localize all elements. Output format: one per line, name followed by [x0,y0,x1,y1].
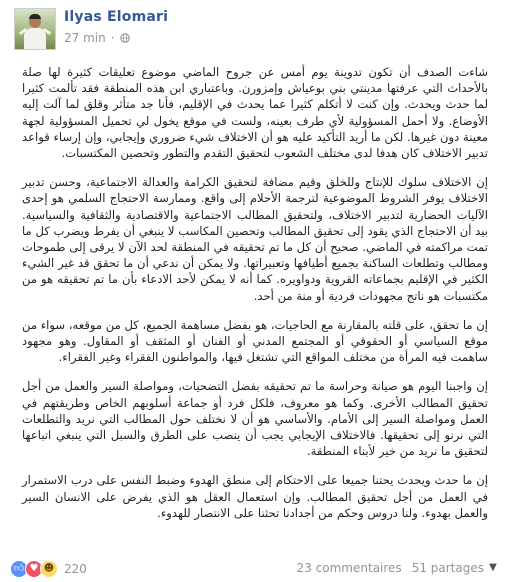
post-paragraph: شاءت الصدف أن تكون تدوينة يوم أمس عن جروح الماضي موضوع تعليقات كثيرة لها صلة بالأحداث التي عرفتها مدينتي بني بوعياش وإمزورن. وباعتباري ابن هذه المنطقة فقد تألمت كثيرا لما حدث ويحدث. وإن كنت لا أتكلم كثيرا عما يحدث في الإقليم، فأنا جد متأثر وقلق لما آلت إليه الأوضاع. ولا أحمل المسؤولية لأي طرف بعينه، ولست في موقع يخول لي تحميل المسؤولية لجهة معينة دون غيرها. لكن ما أريد التأكيد عليه هو أن الاختلاف شيء ضروري وإيجابي، وإن إرساء قواعد تدبير الاختلاف كان هدفا لدى مختلف الشعوب لتحقيق التقدم والتطور وتحصين المكتسبات. [22,65,488,161]
post-meta [64,31,130,45]
reaction-count[interactable]: 220 [64,562,87,576]
reactions-summary[interactable] [10,560,87,578]
post-footer [0,556,506,582]
shares-count[interactable]: 51 partages [411,561,484,575]
haha-icon: ☻ [40,560,58,578]
post-body [22,64,488,534]
post-paragraph: إن ما تحقق، على قلته بالمقارنة مع الحاجيات، هو بفضل مساهمة الجميع، كل من موقعه، سواء من موقع السياسي أو الحقوقي أو المجتمع المدني أو الفنان أو المثقف أو المقاول. وهو مجهود ساهمت فيه المرأة من مختلف المواقع التي تشتغل فيها، والمواطنون الفقراء وغير الفقراء. [22,317,488,365]
post-paragraph: إن الاختلاف سلوك للإنتاج وللخلق وقيم مضافة لتحقيق الكرامة والعدالة الاجتماعية، وحسن تدبير الاختلاف يوفر الشروط الموضوعية لترجمة الأحلام إلى واقع. وممارسة الاحتجاج السلمي هو إحدى الآليات الحضارية لتدبير الاختلاف، ولتحقيق المطالب الاجتماعية والاقتصادية والثقافية والسياسية. بيد أن الاحتجاج الذي يقود إلى تحقيق المطالب وتحصين المكاسب لا ينبغي أن يفرط ويضرب كل ما تمت مراكمته في الماضي. صحيح أن كل ما تم تحقيقه في المنطقة لحد الآن لا يرقى إلى طموحات ومطالب وتطلعات الساكنة بجميع أطيافها وتعبيراتها. ولا يمكن أن ندعي أن ما تحقق قد غير الشيء الكثير في الإقليم بجماعاته القروية ودواويره. كما أنه لا يمكن لأحد الادعاء بأن ما تم تحقيقه هو من مكتسبات هو ناتج مجهودات فردية أو منة من أحد. [22,175,488,303]
engagement-stats [297,561,484,575]
author-avatar[interactable] [14,8,56,50]
author-name[interactable]: Ilyas Elomari [64,9,169,25]
comments-count[interactable]: 23 commentaires [296,561,402,575]
post-paragraph: إن واجبنا اليوم هو صيانة وحراسة ما تم تحقيقه بفضل التضحيات، ومواصلة السير والعمل من أجل تحقيق المطالب الأخرى. وكما هو معروف، فلكل فرد أو جماعة أسلوبهم الخاص وطريقتهم في العمل ومواصلة السير إلى الأمام. والأساسي هو أن لا نختلف حول المطالب التي نريد والتطلعات التي نرنو إلى تحقيقها. فالاختلاف الإيجابي يجب أن ينصب على الطرق والسبل التي ينبغي اتباعها لتحقيق ما نريد من خير لأبناء المنطقة. [22,379,488,459]
dot-separator: · [110,31,115,45]
like-icon: 👍︎ [10,560,28,578]
post-header [14,8,494,52]
globe-icon[interactable] [120,33,130,43]
post-time[interactable]: 27 min [64,31,106,45]
post-paragraph: إن ما حدث ويحدث يحتنا جميعا على الاحتكام إلى منطق الهدوء وضبط النفس على درب الاستمرار في العمل من أجل تحقيق المطالب. وإن استعمال العقل هو الذي يفرض على الانسان السير والعمل بهدوء. ولنا دروس وحكم من أجدادنا تحثنا على الانتصار للهدوء. [22,473,488,520]
scroll-down-arrow-icon[interactable]: ▼ [489,562,497,573]
love-icon: ♥ [25,560,43,578]
